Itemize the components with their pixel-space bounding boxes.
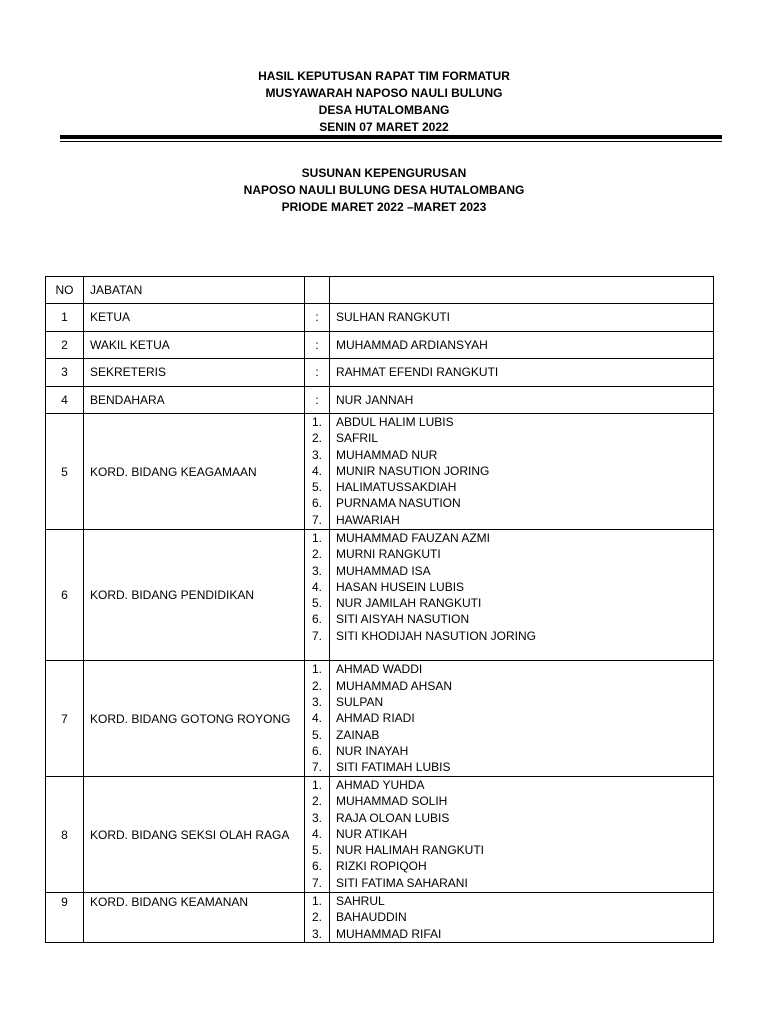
member-number: 4.	[311, 463, 322, 478]
member-name: AHMAD RIADI	[336, 711, 415, 726]
table-row	[46, 893, 714, 943]
table-row	[46, 386, 714, 414]
member-numbers	[305, 530, 330, 661]
row-colon: :	[305, 304, 330, 332]
subtitle-line: SUSUNAN KEPENGURUSAN	[301, 166, 467, 180]
row-colon: :	[305, 331, 330, 359]
member-numbers	[305, 414, 330, 530]
member-name: ZAINAB	[336, 727, 380, 742]
member-list	[330, 661, 714, 777]
member-number: 1.	[311, 662, 322, 677]
member-number: 5.	[311, 480, 322, 495]
member-number: 5.	[311, 843, 322, 858]
row-position: KORD. BIDANG PENDIDIKAN	[84, 530, 305, 661]
row-no: 7	[46, 661, 84, 777]
member-number: 2.	[311, 547, 322, 562]
row-position: KORD. BIDANG SEKSI OLAH RAGA	[84, 777, 305, 893]
row-position: KORD. BIDANG KEAGAMAAN	[84, 414, 305, 530]
row-no: 2	[46, 331, 84, 359]
member-number: 4.	[311, 711, 322, 726]
member-number: 2.	[311, 794, 322, 809]
member-name: RAJA OLOAN LUBIS	[336, 810, 450, 825]
member-list	[330, 777, 714, 893]
member-number: 5.	[311, 727, 322, 742]
member-name: PURNAMA NASUTION	[336, 496, 461, 511]
member-number: 6.	[311, 859, 322, 874]
member-name: SITI KHODIJAH NASUTION JORING	[336, 628, 537, 643]
row-colon: :	[305, 386, 330, 414]
member-number: 3.	[311, 563, 322, 578]
member-number: 4.	[311, 579, 322, 594]
table-row	[46, 530, 714, 661]
table-row	[46, 414, 714, 530]
member-name: SULPAN	[336, 695, 384, 710]
member-name: MUHAMMAD RIFAI	[336, 926, 442, 941]
table-row	[46, 359, 714, 387]
member-name: SITI AISYAH NASUTION	[336, 612, 470, 627]
row-no: 5	[46, 414, 84, 530]
member-name: NUR INAYAH	[336, 743, 409, 758]
member-name: MURNI RANGKUTI	[336, 547, 441, 562]
header-empty	[330, 277, 714, 304]
member-name: MUHAMMAD AHSAN	[336, 678, 453, 693]
member-number: 5.	[311, 596, 322, 611]
row-name: RAHMAT EFENDI RANGKUTI	[330, 359, 714, 387]
member-number: 3.	[311, 810, 322, 825]
member-number: 7.	[311, 760, 322, 775]
header-divider-thin	[60, 141, 722, 142]
table-row	[46, 304, 714, 332]
member-number: 7.	[311, 875, 322, 890]
member-number: 6.	[311, 612, 322, 627]
row-position: BENDAHARA	[84, 386, 305, 414]
member-number: 6.	[311, 743, 322, 758]
title-line: HASIL KEPUTUSAN RAPAT TIM FORMATUR	[258, 69, 510, 83]
member-number: 3.	[311, 695, 322, 710]
row-name: NUR JANNAH	[330, 386, 714, 414]
row-no: 3	[46, 359, 84, 387]
member-name: HAWARIAH	[336, 512, 400, 527]
member-name: ABDUL HALIM LUBIS	[336, 415, 454, 429]
row-no: 4	[46, 386, 84, 414]
member-number: 1.	[311, 531, 322, 545]
member-name: HALIMATUSSAKDIAH	[336, 480, 457, 495]
header-jabatan: JABATAN	[84, 277, 305, 304]
member-name: HASAN HUSEIN LUBIS	[336, 579, 465, 594]
member-list	[330, 530, 714, 661]
row-colon: :	[305, 359, 330, 387]
subtitle-line: NAPOSO NAULI BULUNG DESA HUTALOMBANG	[243, 183, 525, 197]
member-numbers	[305, 777, 330, 893]
row-position: KORD. BIDANG KEAMANAN	[84, 893, 305, 943]
title-line: MUSYAWARAH NAPOSO NAULI BULUNG	[265, 86, 503, 100]
member-number: 2.	[311, 431, 322, 446]
member-list	[330, 414, 714, 530]
member-number: 2.	[311, 678, 322, 693]
member-numbers	[305, 661, 330, 777]
subtitle-block	[0, 165, 768, 216]
member-name: BAHAUDDIN	[336, 910, 407, 925]
row-position: KETUA	[84, 304, 305, 332]
member-name: MUHAMMAD SOLIH	[336, 794, 448, 809]
member-number: 3.	[311, 926, 322, 941]
table-row	[46, 331, 714, 359]
member-name: RIZKI ROPIQOH	[336, 859, 427, 874]
member-name: SITI FATIMAH LUBIS	[336, 760, 451, 775]
committee-table	[45, 276, 714, 943]
member-number: 1.	[311, 894, 322, 908]
member-list	[330, 893, 714, 943]
table-row	[46, 777, 714, 893]
member-number: 7.	[311, 512, 322, 527]
member-name: MUHAMMAD FAUZAN AZMI	[336, 531, 491, 545]
member-name: SAFRIL	[336, 431, 379, 446]
row-no: 8	[46, 777, 84, 893]
table-row	[46, 661, 714, 777]
subtitle-period: PRIODE MARET 2022 –MARET 2023	[281, 200, 487, 214]
document-title-block	[0, 68, 768, 136]
member-number: 7.	[311, 628, 322, 643]
row-no: 9	[46, 893, 84, 943]
row-name: MUHAMMAD ARDIANSYAH	[330, 331, 714, 359]
member-name: AHMAD WADDI	[336, 662, 423, 677]
row-no: 6	[46, 530, 84, 661]
member-name: NUR JAMILAH RANGKUTI	[336, 596, 482, 611]
member-name: MUHAMMAD ISA	[336, 563, 431, 578]
member-name: MUHAMMAD NUR	[336, 447, 438, 462]
member-name: NUR HALIMAH RANGKUTI	[336, 843, 485, 858]
member-name: SAHRUL	[336, 894, 385, 908]
header-no: NO	[46, 277, 84, 304]
member-number: 3.	[311, 447, 322, 462]
row-position: KORD. BIDANG GOTONG ROYONG	[84, 661, 305, 777]
row-no: 1	[46, 304, 84, 332]
member-numbers	[305, 893, 330, 943]
title-date: SENIN 07 MARET 2022	[319, 120, 449, 134]
row-name: SULHAN RANGKUTI	[330, 304, 714, 332]
member-number: 4.	[311, 826, 322, 841]
member-name: MUNIR NASUTION JORING	[336, 463, 490, 478]
member-number: 6.	[311, 496, 322, 511]
member-name: AHMAD YUHDA	[336, 778, 425, 792]
member-number: 1.	[311, 415, 322, 429]
member-number: 1.	[311, 778, 322, 792]
member-name: SITI FATIMA SAHARANI	[336, 875, 468, 890]
row-position: WAKIL KETUA	[84, 331, 305, 359]
member-name: NUR ATIKAH	[336, 826, 408, 841]
member-number: 2.	[311, 910, 322, 925]
row-position: SEKRETERIS	[84, 359, 305, 387]
title-line: DESA HUTALOMBANG	[318, 103, 450, 117]
header-divider-thick	[60, 135, 722, 139]
table-header-row	[46, 277, 714, 304]
header-empty	[305, 277, 330, 304]
